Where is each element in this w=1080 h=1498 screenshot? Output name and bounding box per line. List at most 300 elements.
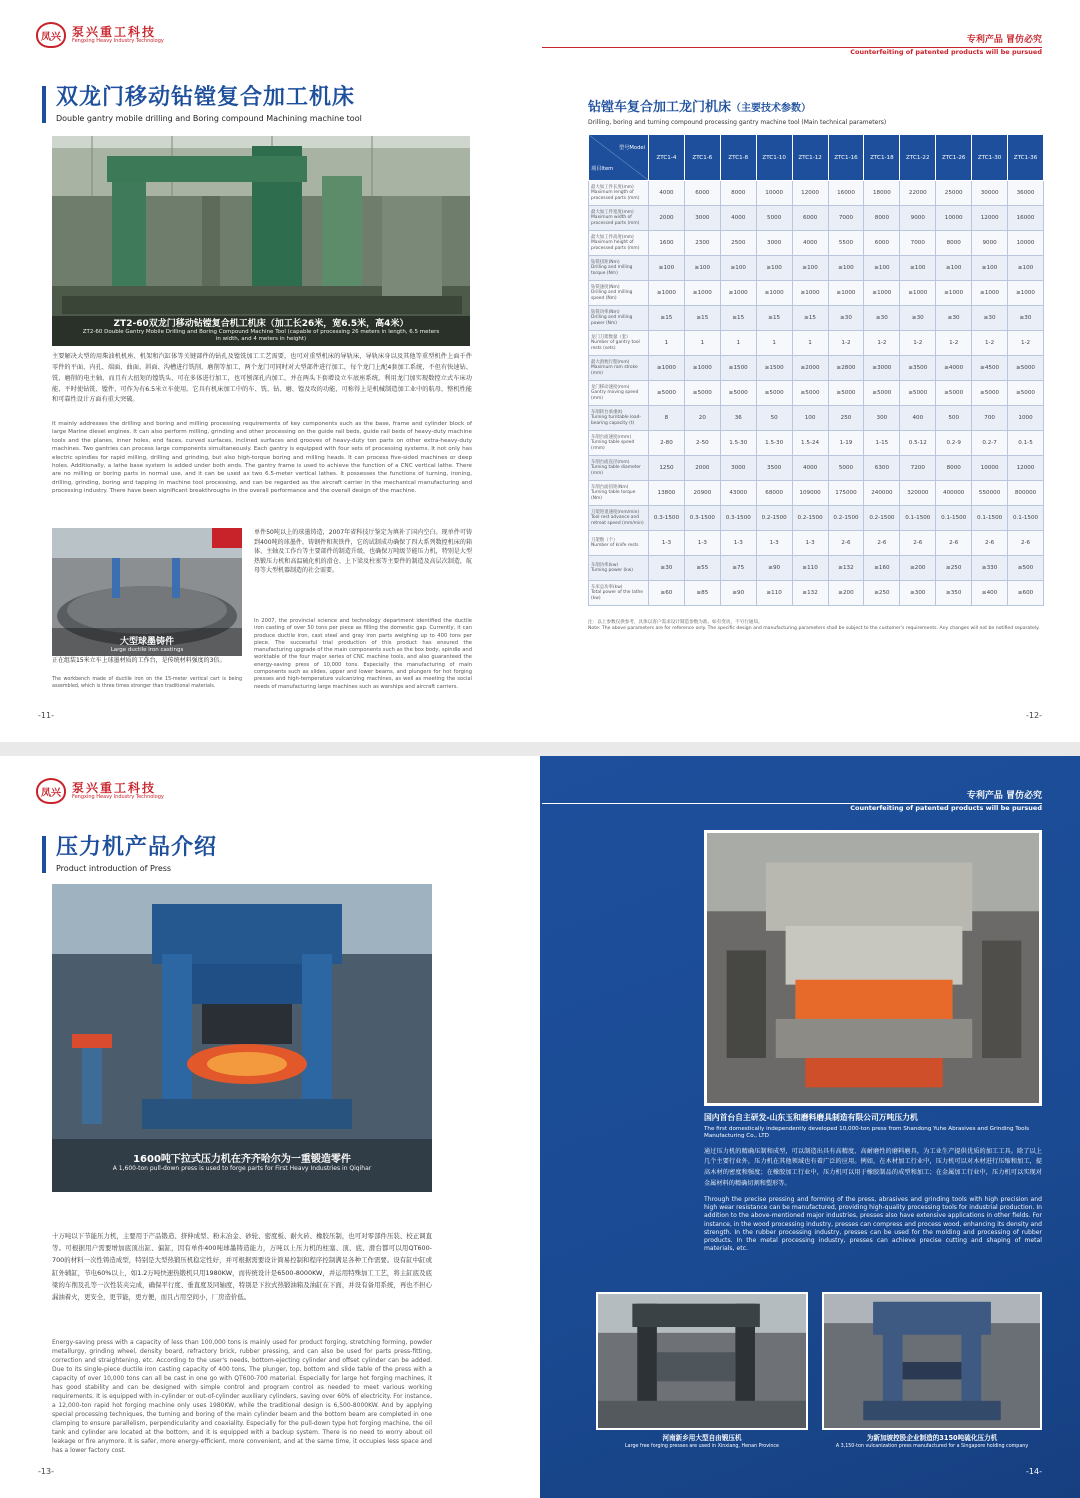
- page-number: -11-: [38, 711, 54, 720]
- vulcanization-caption-cn: 为新加坡控股企业制造的3150吨硫化压力机: [866, 1434, 998, 1442]
- press-intro-title-en: The first domestically independently developed 10,000-ton press from Shandong Yuhe Abrasives and Grinding Tools Manufacturing Co., LTD: [704, 1126, 1030, 1140]
- spec-item-label: 最大加工件宽度(mm) Maximum width of processed parts (mm): [589, 206, 649, 231]
- model-header: ZTC1-30: [972, 135, 1008, 181]
- spec-cell: 8000: [936, 231, 972, 256]
- spec-cell: ≥5000: [864, 381, 900, 406]
- spec-cell: 10000: [936, 206, 972, 231]
- spec-item-label: 刀架数（个） Number of knife rests: [589, 531, 649, 556]
- spec-cell: 1-3: [792, 531, 828, 556]
- spec-cell: ≥4000: [936, 356, 972, 381]
- page-title: 双龙门移动钻镗复合加工机床: [56, 85, 356, 110]
- spec-cell: 4000: [649, 181, 685, 206]
- spec-cell: 800000: [1008, 481, 1044, 506]
- spec-item-label: 最大加工件高度(mm) Maximum height of processed parts (mm): [589, 231, 649, 256]
- spec-cell: 1600: [649, 231, 685, 256]
- table-note-cn: 注：以上参数仅供参考，具体以客户需求设计制造参数为准。如有变动，不另行通知。: [588, 620, 763, 625]
- spec-cell: 109000: [792, 481, 828, 506]
- vulcanization-press-photo: [822, 1292, 1042, 1430]
- model-header: ZTC1-18: [864, 135, 900, 181]
- spec-cell: 10000: [1008, 231, 1044, 256]
- page-subtitle: Product introduction of Press: [56, 864, 172, 874]
- spec-cell: 5500: [828, 231, 864, 256]
- model-header: ZTC1-36: [1008, 135, 1044, 181]
- spec-cell: 240000: [864, 481, 900, 506]
- spec-cell: ≥100: [900, 256, 936, 281]
- page-number: -14-: [1026, 1467, 1042, 1476]
- brand-name-cn: 泵兴重工科技: [72, 24, 157, 39]
- spec-cell: 8000: [864, 206, 900, 231]
- spec-cell: ≥1000: [792, 281, 828, 306]
- spec-cell: ≥132: [828, 556, 864, 581]
- spec-cell: ≥330: [972, 556, 1008, 581]
- spec-cell: 0.3-1500: [684, 506, 720, 531]
- spec-cell: 20900: [684, 481, 720, 506]
- spec-item-label: 车削转台承重(t) Turning turntable load-bearing capacity (t): [589, 406, 649, 431]
- spec-cell: 1-2: [828, 331, 864, 356]
- spec-cell: ≥100: [684, 256, 720, 281]
- spec-cell: 550000: [972, 481, 1008, 506]
- spec-cell: 43000: [720, 481, 756, 506]
- spec-cell: ≥200: [828, 581, 864, 606]
- spec-cell: 2-6: [972, 531, 1008, 556]
- table-title: [588, 96, 886, 126]
- spec-cell: ≥5000: [828, 381, 864, 406]
- spec-cell: 1-2: [864, 331, 900, 356]
- brand-seal-icon: 凤兴: [36, 22, 66, 48]
- spec-cell: ≥30: [1008, 306, 1044, 331]
- spec-cell: 7000: [900, 231, 936, 256]
- spec-item-label: 刀架进退速度(mm/min) Tool rest advance and retreat speed (mm/min): [589, 506, 649, 531]
- page-12: [540, 0, 1080, 742]
- model-header: ZTC1-4: [649, 135, 685, 181]
- press-photo-caption-en: A 1,600-ton pull-down press is used to forge parts for First Heavy Industries in Qiqihar: [112, 1165, 372, 1172]
- model-header: ZTC1-12: [792, 135, 828, 181]
- spec-cell: 0.1-5: [1008, 431, 1044, 456]
- spec-item-label: 车削功率(kw) Turning power (kw): [589, 556, 649, 581]
- spec-cell: ≥110: [756, 581, 792, 606]
- spec-cell: ≥160: [864, 556, 900, 581]
- brand-logo: [36, 778, 164, 804]
- spec-cell: ≥1000: [720, 281, 756, 306]
- castings-text-cn: 单件50吨以上的球墨铸造，2007年省科技厅鉴定为填补了国内空白。现单件可铸到400吨的球墨件，铸钢件和灰铁件，它的试制成功确保了四大系列数控机床的箱体、主轴及工作台等主要部件的制造升级，也确保万吨级节能压力机，特别是大型热锻压力机和高温硫化机的滑仓、上下梁及柱塞等主要件的制造及高层次制造，航母等大型机器制造的社会需要。: [254, 529, 472, 575]
- spec-item-label: 钻铣功率(Nm) Drilling and milling power (Nm): [589, 306, 649, 331]
- spec-cell: ≥15: [756, 306, 792, 331]
- spec-cell: 8000: [936, 456, 972, 481]
- spec-cell: 0.1-1500: [900, 506, 936, 531]
- spec-cell: 1: [792, 331, 828, 356]
- spec-cell: 0.2-1500: [864, 506, 900, 531]
- spec-cell: ≥15: [720, 306, 756, 331]
- spec-cell: 25000: [936, 181, 972, 206]
- patent-notice-cn: 专利产品 冒仿必究: [966, 35, 1042, 45]
- spec-cell: ≥5000: [649, 381, 685, 406]
- spec-cell: 1.5-30: [756, 431, 792, 456]
- spec-row: [589, 331, 1044, 356]
- spec-cell: 36000: [1008, 181, 1044, 206]
- spec-row: [589, 281, 1044, 306]
- vulcanization-caption-en: A 3,150-ton vulcanization press manufactured for a Singapore holding company: [835, 1444, 1029, 1449]
- spec-cell: ≥30: [900, 306, 936, 331]
- press-photo-caption: [52, 1150, 432, 1173]
- header-rule: [542, 47, 1042, 48]
- table-note: [588, 620, 1044, 632]
- spec-cell: ≥400: [972, 581, 1008, 606]
- spec-cell: 36: [720, 406, 756, 431]
- spec-table: [588, 134, 1044, 606]
- page-title: 压力机产品介绍: [56, 835, 218, 860]
- spec-item-label: 钻铣扭矩(Nm) Drilling and milling torque (Nm): [589, 256, 649, 281]
- model-header: ZTC1-22: [900, 135, 936, 181]
- castings-caption-cn: 大型球墨铸件: [119, 637, 174, 647]
- castings-note-en: The workbench made of ductile iron on the 15-meter vertical cart is being assembled, which is three times stronger than traditional materials.: [52, 677, 242, 690]
- spec-cell: ≥100: [720, 256, 756, 281]
- spec-cell: 1: [649, 331, 685, 356]
- spec-cell: ≥2800: [828, 356, 864, 381]
- press-text-cn: 十万吨以下节能压力机，主要用于产品锻造、挤伸成型、粉末冶金、砂轮、密度板、耐火砖、橡胶压制，也可对零部件压装、校正调直等。可根据用户需要增加底顶出缸、偏缸，因有单件400吨球墨铸造能力，万吨以上压力机的柱塞、顶、底、滑台都可以用QT600-700的材料一次性铸造成型，特别是大型热锻压机稳定性好，并可根据需要设计简易控制和程序控制满足各种工作需要。设有缸中缸或缸外辅缸，节电60%以上，如1.2万吨快速热锻机只用1980KW，而传统设计是6500-8000KW，并运用特殊加工工艺，将主缸底及底梁的车削及孔等一次性装夹完成，确保平行度、垂直度及同轴度，特别是下拉式热锻油箱及油缸在下面，并设有备用系统，再也不担心漏油着火，更安全，更节能，更方便，而且占用空间小，厂房造价低。: [52, 1232, 432, 1301]
- spec-cell: ≥100: [792, 256, 828, 281]
- spec-cell: ≥1500: [720, 356, 756, 381]
- spec-item-label: 最大滑枕行程(mm) Maximum ram stroke (mm): [589, 356, 649, 381]
- spec-cell: 9000: [900, 206, 936, 231]
- spec-item-label: 车床总功率(kw) Total power of the lathe (kw): [589, 581, 649, 606]
- spec-cell: 0.2-1500: [828, 506, 864, 531]
- spec-cell: ≥15: [649, 306, 685, 331]
- spec-cell: ≥15: [684, 306, 720, 331]
- press-intro-title-cn: 国内首台自主研发-山东玉和磨料磨具制造有限公司万吨压力机: [704, 1113, 918, 1122]
- spec-row: [589, 181, 1044, 206]
- spec-cell: 1: [684, 331, 720, 356]
- spec-cell: 0.2-9: [936, 431, 972, 456]
- spec-cell: 10000: [756, 181, 792, 206]
- spec-cell: 0.1-1500: [972, 506, 1008, 531]
- brand-name-cn: 泵兴重工科技: [72, 780, 157, 795]
- spec-cell: ≥75: [720, 556, 756, 581]
- spec-table-body: [589, 181, 1044, 606]
- spec-cell: 2-6: [1008, 531, 1044, 556]
- spec-table-header: [589, 135, 1044, 181]
- spec-cell: 0.2-7: [972, 431, 1008, 456]
- patent-notice-en: Counterfeiting of patented products will be pursued: [850, 804, 1042, 812]
- castings-photo: [52, 528, 242, 656]
- spec-cell: 0.3-1500: [649, 506, 685, 531]
- spec-row: [589, 531, 1044, 556]
- spec-cell: 12000: [1008, 456, 1044, 481]
- free-forging-caption: [596, 1432, 808, 1449]
- table-note-en: Note: The above parameters are for reference only. The specific design and manufacturing parameters shall be subject to the customer's requirements. Any changes will not be notified separately.: [588, 626, 1040, 632]
- patent-notice: [850, 788, 1042, 812]
- spec-cell: ≥5000: [684, 381, 720, 406]
- spec-cell: 2000: [684, 456, 720, 481]
- photo-caption: [52, 316, 470, 343]
- spec-cell: ≥90: [756, 556, 792, 581]
- spec-cell: ≥110: [792, 556, 828, 581]
- spec-cell: ≥2000: [792, 356, 828, 381]
- spec-cell: 22000: [900, 181, 936, 206]
- spec-cell: ≥5000: [792, 381, 828, 406]
- spec-cell: 12000: [972, 206, 1008, 231]
- section-heading: [42, 836, 217, 873]
- spec-cell: 400: [900, 406, 936, 431]
- spec-row: [589, 481, 1044, 506]
- spec-cell: ≥5000: [972, 381, 1008, 406]
- spec-cell: 500: [936, 406, 972, 431]
- spec-cell: 1: [756, 331, 792, 356]
- spec-cell: 1-3: [684, 531, 720, 556]
- spec-cell: 1-3: [720, 531, 756, 556]
- spec-cell: ≥1000: [936, 281, 972, 306]
- page-subtitle: Double gantry mobile drilling and Boring compound Machining machine tool: [56, 114, 362, 124]
- press-intro: [704, 1112, 1042, 1253]
- spec-cell: 30000: [972, 181, 1008, 206]
- photo-caption-en: ZT2-60 Double Gantry Mobile Drilling and Boring Compound Machine Tool (capable of processing 26 meters in length, 6.5 meters in width, and 4 meters in height): [82, 329, 440, 342]
- spec-cell: 5000: [756, 206, 792, 231]
- press-intro-text-en: Through the precise pressing and forming of the press, abrasives and grinding tools with high precision and high wear resistance can be manufactured, providing high-quality processing tools for industrial production. In addition to the above-mentioned major industries, presses also have extensive applications in other fields. For instance, in the wood processing industry, presses can compress and process wood, enhancing its density and strength. In the rubber processing industry, presses can be used for the molding and processing of rubber products. In the metal processing industry, presses can achieve precise cutting and shaping of metal materials, etc.: [704, 1195, 1043, 1253]
- spec-cell: 100: [792, 406, 828, 431]
- spec-cell: ≥30: [864, 306, 900, 331]
- spec-cell: ≥1000: [1008, 281, 1044, 306]
- castings-text-en: In 2007, the provincial science and technology department identified the ductile iron casting of over 50 tons per piece as filling the domestic gap. Currently, it can produce ductile iron, cast steel and gray iron parts weighing up to 400 tons per piece. The successful trial production of this product has ensured the manufacturing upgrade of the main components such as the box body, spindle and worktable of the four major series of CNC machine tools, and also guaranteed the energy-saving press of 10,000 tons. Especially the manufacturing of main components such as slides, upper and lower beams, and plungers for hot forging presses and high-temperature vulcanizing machines, as well as meeting the social needs of manufacturing large machines such as warships and aircraft carriers.: [254, 618, 472, 690]
- spec-cell: 13800: [649, 481, 685, 506]
- spec-cell: 5000: [828, 456, 864, 481]
- spec-cell: 12000: [792, 181, 828, 206]
- free-forging-caption-en: Large free forging presses are used in Xinxiang, Henan Province: [625, 1444, 779, 1449]
- spec-cell: 0.5-12: [900, 431, 936, 456]
- spec-cell: ≥100: [972, 256, 1008, 281]
- table-title-en: Drilling, boring and turning compound processing gantry machine tool (Main technical parameters): [588, 119, 887, 126]
- brand-name-en: Fengxing Heavy Industry Technology: [72, 37, 164, 44]
- model-header: ZTC1-26: [936, 135, 972, 181]
- spec-cell: ≥5000: [936, 381, 972, 406]
- spec-cell: 1-15: [864, 431, 900, 456]
- spec-cell: ≥1000: [649, 281, 685, 306]
- spec-row: [589, 456, 1044, 481]
- spec-cell: 320000: [900, 481, 936, 506]
- spec-cell: 3000: [756, 231, 792, 256]
- press-intro-text-cn: 通过压力机的精确压制和成型，可以制造出具有高精度、高耐磨性的磨料磨具，为工业生产提供优质的加工工具。除了以上几个主要行业外，压力机在其他领域也有着广泛的应用。例如，在木材加工行业中，压力机可以对木材进行压缩和加工，提高木材的密度和强度；在橡胶加工行业中，压力机可以用于橡胶制品的成型和加工；在金属加工行业中，压力机可以实现对金属材料的精确切割和塑形等。: [704, 1147, 1042, 1188]
- gantry-machine-photo: [52, 136, 470, 346]
- press-photo-caption-cn: 1600吨下拉式压力机在齐齐哈尔为一重锻造零件: [133, 1154, 351, 1165]
- spec-cell: 4000: [792, 231, 828, 256]
- spec-cell: 1-2: [1008, 331, 1044, 356]
- spec-cell: ≥1000: [684, 281, 720, 306]
- model-header: ZTC1-6: [684, 135, 720, 181]
- spread-bottom: [0, 756, 1080, 1498]
- spec-row: [589, 406, 1044, 431]
- spec-cell: 1-19: [828, 431, 864, 456]
- spec-cell: 1000: [1008, 406, 1044, 431]
- spec-cell: 2-6: [864, 531, 900, 556]
- spec-item-label: 车削台面速度(rmm) Turning table speed (rmm): [589, 431, 649, 456]
- press-text-en: Energy-saving press with a capacity of less than 100,000 tons is mainly used for product forging, stretching forming, powder metallurgy, grinding wheel, density board, refractory brick, rubber pressing, and can also be used for parts press-fitting, correction and straightening, etc. According to the user's needs, bottom-ejecting cylinder and offset cylinder can be added. Due to its single-piece ductile iron casting capacity of 400 tons, The plunger, top, bottom and slide table of the press with a capacity of over 10,000 tons can all be cast in one go with QT600-700 material. Especially for large hot forging machines, it has good stability and can be designed with simple control and program control as needed to meet various working requirements. It is equipped with in-cylinder or out-of-cylinder auxiliary cylinders, saving over 60% of electricity. For instance, a 12,000-ton rapid hot forging machine only uses 1980KW, while the traditional design is 6,500-8000KW. And by applying special processing techniques, the turning and boring of the main cylinder beam and the bottom beam are completed in one clamping to ensure parallelism, perpendicularity and coaxiality. Especially for the pull-down type hot forging machine, the oil tank and cylinder are located at the bottom, and it is equipped with a backup system. There is no need to worry about oil leakage or fire anymore. It is safer, more energy-efficient, more convenient, and at the same time, it occupies less space and has a lower factory cost.: [52, 1339, 432, 1454]
- page-13: [0, 756, 540, 1498]
- castings-caption: [52, 634, 242, 654]
- spec-cell: ≥1000: [828, 281, 864, 306]
- intro-text-en: It mainly addresses the drilling and boring and milling processing requirements of key components such as the base, frame and cylinder block of large Marine diesel engines. It can also perform milling, grinding and other processing on the guide rail beds, guide rail beds of heavy-duty machine tools and the planes, inner holes, end faces, curved surfaces, inclined surfaces and grooves of heavy-duty ton parts on other extra-heavy-duty machines. Two gantries can process large components simultaneously. Each gantry is equipped with four sets of processing systems. It not only has electric spindles for rapid milling, drilling and grinding, but also high-torque boring and milling heads. It can process five-sided machines or deep holes. Additionally, a lathe base system is added under both ends. The gantry frame is used to achieve the function of a CNC vertical lathe. There are no milling or boring parts in normal use, and it can be used as two 6.5-meter vertical lathes. It possesses the functions of turning, ironing, drilling, grinding, boring and tapping in machine tool processing, and can be regarded as the aircraft carrier in the mechanical manufacturing and processing industry. There have been significant breakthroughs in the overall performance and the overall design of the machine.: [52, 421, 472, 495]
- spec-item-label: 钻铣速度(Nm) Drilling and milling speed (Nm): [589, 281, 649, 306]
- spec-row: [589, 306, 1044, 331]
- spec-cell: 6000: [864, 231, 900, 256]
- patent-notice-en: Counterfeiting of patented products will be pursued: [850, 48, 1042, 56]
- spec-cell: 2-6: [828, 531, 864, 556]
- spec-cell: 2300: [684, 231, 720, 256]
- spec-cell: 0.2-1500: [792, 506, 828, 531]
- spec-cell: 3000: [684, 206, 720, 231]
- spec-cell: 2-6: [900, 531, 936, 556]
- spec-row: [589, 431, 1044, 456]
- spec-cell: 6000: [792, 206, 828, 231]
- patent-notice-cn: 专利产品 冒仿必究: [966, 791, 1042, 801]
- spec-cell: ≥132: [792, 581, 828, 606]
- spec-cell: ≥1000: [972, 281, 1008, 306]
- spec-cell: 20: [684, 406, 720, 431]
- spec-cell: 50: [756, 406, 792, 431]
- spec-cell: 16000: [828, 181, 864, 206]
- spec-cell: ≥250: [936, 556, 972, 581]
- photo-caption-cn: ZT2-60双龙门移动钻镗复合机工机床（加工长26米，宽6.5米，高4米）: [113, 319, 409, 329]
- spec-cell: 1-2: [936, 331, 972, 356]
- ten-thousand-ton-press-photo: [704, 830, 1042, 1106]
- intro-text-cn: 主要解决大型的用柴油机机座、机架和汽缸体等关键部件的钻孔及镗铣加工工艺需要，也可对重型机床的导轨床，导轨床身以及其他等重型机件上面千件零件的平面、内孔、端面、曲面、斜面、沟槽进行铣削、磨削等加工，两个龙门可同时对大型部件进行加工，每个龙门上配4套加工系统，不但有快速钻、铣、磨削的电主轴，而且有大扭矩的镗铣头，可在多体进行加工，也可刨深孔内加工，并在两头下套增设立车底座系统，利用龙门加实现数控立式车床功能，平时使钻铣、镗件，可作为有6.5米立车使用。它具有机床加工中的车、铣、钻、磨、镗及攻的功能，可称得上是机械制造加工业中的航母，整机性能和可靠性设计方面有重大突破。: [52, 353, 472, 404]
- spec-corner: [589, 135, 649, 181]
- spec-cell: 400000: [936, 481, 972, 506]
- table-title-sub: （主要技术参数）: [731, 103, 812, 114]
- spec-cell: 300: [864, 406, 900, 431]
- table-title-cn: [588, 96, 886, 115]
- spec-cell: 250: [828, 406, 864, 431]
- spec-cell: ≥15: [792, 306, 828, 331]
- spec-cell: ≥30: [649, 556, 685, 581]
- header-rule: [542, 803, 1042, 804]
- spec-cell: 7000: [828, 206, 864, 231]
- spec-cell: ≥85: [684, 581, 720, 606]
- spec-row: [589, 581, 1044, 606]
- spec-cell: 8: [649, 406, 685, 431]
- spec-cell: ≥300: [900, 581, 936, 606]
- spec-cell: 2-80: [649, 431, 685, 456]
- page-number: -13-: [38, 1467, 54, 1476]
- page-number: -12-: [1026, 711, 1042, 720]
- spec-item-label: 龙门刀架数量（套） Number of gantry tool rests (sets): [589, 331, 649, 356]
- spec-cell: 175000: [828, 481, 864, 506]
- spec-cell: ≥30: [828, 306, 864, 331]
- spec-cell: ≥90: [720, 581, 756, 606]
- spec-cell: 6000: [684, 181, 720, 206]
- spec-row: [589, 381, 1044, 406]
- spec-cell: ≥1500: [756, 356, 792, 381]
- table-title-main: 钻镗车复合加工龙门机床: [588, 100, 732, 115]
- spec-cell: ≥1000: [756, 281, 792, 306]
- spec-cell: ≥200: [900, 556, 936, 581]
- spec-cell: ≥350: [936, 581, 972, 606]
- spec-cell: ≥100: [649, 256, 685, 281]
- section-heading: [42, 86, 362, 123]
- spec-cell: ≥5000: [1008, 356, 1044, 381]
- spec-cell: ≥1000: [649, 356, 685, 381]
- brand-seal-icon: 凤兴: [36, 778, 66, 804]
- spec-cell: 9000: [972, 231, 1008, 256]
- spec-cell: 700: [972, 406, 1008, 431]
- spec-cell: 1-2: [900, 331, 936, 356]
- castings-caption-en: Large ductile iron castings: [110, 647, 184, 653]
- spec-cell: ≥100: [1008, 256, 1044, 281]
- spec-cell: 1-2: [972, 331, 1008, 356]
- brand-name-en: Fengxing Heavy Industry Technology: [72, 793, 164, 800]
- spec-item-label: 最大加工件长度(mm) Maximum length of processed parts (mm): [589, 181, 649, 206]
- spec-cell: 1-3: [756, 531, 792, 556]
- spec-cell: 3000: [720, 456, 756, 481]
- spec-cell: ≥1000: [684, 356, 720, 381]
- press-forging-photo: [52, 884, 432, 1192]
- patent-notice: [850, 32, 1042, 56]
- spec-cell: ≥5000: [1008, 381, 1044, 406]
- spec-cell: ≥1000: [900, 281, 936, 306]
- spec-cell: ≥100: [864, 256, 900, 281]
- spec-cell: ≥5000: [720, 381, 756, 406]
- spec-row: [589, 206, 1044, 231]
- spec-cell: 68000: [756, 481, 792, 506]
- spec-cell: 10000: [972, 456, 1008, 481]
- spec-cell: 2-6: [936, 531, 972, 556]
- model-header: ZTC1-16: [828, 135, 864, 181]
- spec-cell: ≥5000: [900, 381, 936, 406]
- spec-cell: 1: [720, 331, 756, 356]
- spec-row: [589, 556, 1044, 581]
- spec-cell: 4000: [792, 456, 828, 481]
- page-14: [540, 756, 1080, 1498]
- castings-note-cn: 正在组装15米立车上球墨材质的工作台，是传统材料强度的3倍。: [52, 657, 226, 664]
- spec-cell: 2-50: [684, 431, 720, 456]
- spec-cell: 1250: [649, 456, 685, 481]
- spec-cell: ≥100: [936, 256, 972, 281]
- spec-row: [589, 356, 1044, 381]
- spec-cell: 4000: [720, 206, 756, 231]
- spec-cell: ≥500: [1008, 556, 1044, 581]
- spec-cell: 8000: [720, 181, 756, 206]
- spec-cell: 1.5-24: [792, 431, 828, 456]
- free-forging-press-photo: [596, 1292, 808, 1430]
- corner-item-label: 项目Item: [591, 165, 614, 172]
- spec-cell: 2500: [720, 231, 756, 256]
- spec-cell: 16000: [1008, 206, 1044, 231]
- page-11: [0, 0, 540, 742]
- model-header: ZTC1-8: [720, 135, 756, 181]
- spec-cell: 1-3: [649, 531, 685, 556]
- spec-cell: 2000: [649, 206, 685, 231]
- spec-cell: ≥60: [649, 581, 685, 606]
- spec-item-label: 龙门移动速度(mm) Gantry moving speed (mm): [589, 381, 649, 406]
- spec-cell: ≥100: [828, 256, 864, 281]
- model-header: ZTC1-10: [756, 135, 792, 181]
- corner-model-label: 型号Model: [619, 144, 645, 151]
- spec-cell: ≥30: [936, 306, 972, 331]
- spec-cell: 3500: [756, 456, 792, 481]
- spec-cell: 7200: [900, 456, 936, 481]
- free-forging-caption-cn: 河南新乡用大型自由锻压机: [662, 1434, 742, 1442]
- spec-cell: 0.3-1500: [720, 506, 756, 531]
- vulcanization-caption: [822, 1432, 1042, 1449]
- spec-cell: 6300: [864, 456, 900, 481]
- spec-row: [589, 231, 1044, 256]
- brand-logo: [36, 22, 164, 48]
- spec-cell: 18000: [864, 181, 900, 206]
- spec-cell: ≥55: [684, 556, 720, 581]
- spec-item-label: 车削台面直径(mm) Turning table diameter (mm): [589, 456, 649, 481]
- spec-cell: ≥4500: [972, 356, 1008, 381]
- spec-cell: 1.5-30: [720, 431, 756, 456]
- spec-cell: ≥600: [1008, 581, 1044, 606]
- spec-cell: ≥3000: [864, 356, 900, 381]
- spec-cell: ≥3500: [900, 356, 936, 381]
